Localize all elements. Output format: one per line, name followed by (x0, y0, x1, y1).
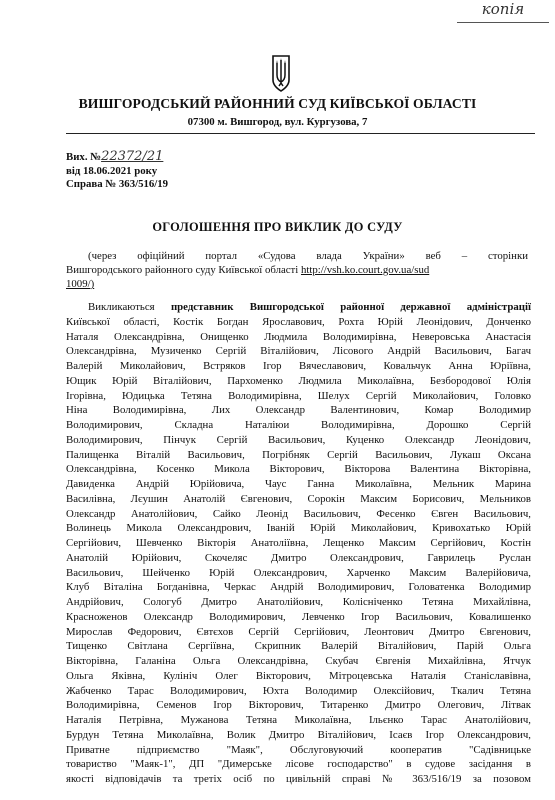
body-line: Жабченко Тарас Володимирович, Юхта Володимир Олексійович, Ткалич Тетяна (66, 684, 531, 697)
body-line: Анатолій Юрійович, Скочеляс Дмитро Олександрович, Гаврилець Руслан (66, 551, 531, 564)
body-line: Васильович, Шейченко Юрій Олександрович, Харченко Максим Валерійовича, (66, 566, 531, 579)
body-line: Володимирович, Пінчук Сергій Васильович, Куценко Олександр Леонідович, (66, 433, 531, 446)
trident-emblem-icon (269, 53, 293, 93)
body-line: Ющик Юрій Віталійович, Пархоменко Людмила Миколаївна, Безбородової Юлія (66, 374, 531, 387)
copy-stamp: копія (457, 0, 549, 23)
case-number-line: Справа № 363/516/19 (66, 178, 169, 191)
body-line: Ольга Яківна, Кулініч Олег Вікторович, Мітроцевська Наталія Станіславівна, (66, 669, 531, 682)
body-line: якості відповідачів та третіх осіб по цивільній справі № 363/516/19 за позовом (66, 773, 531, 785)
body-line: Олександрівна, Косенко Микола Вікторович, Вікторова Валентина Вікторівна, (66, 463, 531, 476)
court-website-link[interactable]: http://vsh.ko.court.gov.ua/sud (300, 264, 430, 276)
body-line (66, 300, 531, 315)
outgoing-number: 22372/21 (101, 149, 164, 164)
court-address: 07300 м. Вишгород, вул. Кургузова, 7 (187, 116, 368, 128)
body-line: Клуб Віталіна Богданівна, Черкас Андрій Володимирович, Головатенка Володимир (66, 581, 531, 594)
body-line: Олександр Анатолійович, Сайко Леонід Васильович, Фесенко Євген Васильович, (66, 507, 531, 520)
header-divider (66, 133, 535, 134)
outgoing-number-line (66, 150, 168, 165)
intro-text: Вишгородського районного суду Київської області (66, 264, 301, 276)
body-line: Володимирівна, Семенов Ігор Вікторович, Титаренко Дмитро Олегович, Літвак (66, 699, 531, 712)
body-line: Олександрівна, Музиченко Сергій Віталійович, Лісового Андрій Васильович, Багач (66, 345, 531, 358)
body-lead-text: Викликаються (88, 301, 171, 313)
body-line: Валерій Миколайович, Встряков Ігор Вячеславович, Ковальчук Анна Юріївна, (66, 360, 531, 372)
body-line: Ігорівна, Юдицька Тетяна Володимирівна, Шелух Сергій Миколайович, Головко (66, 389, 531, 402)
body-line: Палищенка Віталій Васильович, Погрібняк Сергій Васильович, Лукаш Оксана (66, 448, 531, 461)
summons-body (66, 300, 531, 787)
notice-heading: ОГОЛОШЕННЯ ПРО ВИКЛИК ДО СУДУ (152, 220, 403, 234)
body-line: Вікторівна, Галаніна Ольга Олександрівна, Скубач Євгенія Михайлівна, Ятчук (66, 655, 531, 667)
body-line: товариство "Маяк-1", ДП "Димерське лісове господарство" в судове засідання в (66, 758, 531, 771)
reference-block (66, 150, 168, 192)
body-line: Київської області, Костік Богдан Ярославович, Рохта Юрій Леонідович, Донченко (66, 315, 531, 328)
body-line: Давиденка Андрій Юрійовича, Чаус Ганна Миколаївна, Мельник Марина (66, 478, 531, 490)
body-line: Андрійович, Сологуб Дмитро Анатолійович, Колісніченко Тетяна Михайлівна, (66, 596, 531, 608)
body-line: Приватне підприємство "Маяк", Обслуговуючий кооператив "Садівницьке (66, 743, 531, 756)
body-line: Василівна, Лєушин Анатолій Євгенович, Сорокін Максим Борисович, Мельников (66, 492, 531, 505)
body-line: Сергійович, Шевченко Вікторія Анатоліївна, Лещенко Максим Сергійович, Костін (66, 537, 531, 549)
body-line: Волинець Микола Олександрович, Іваній Юрій Миколайович, Кривохатько Юрій (66, 522, 531, 535)
intro-line: (через офіційний портал «Судова влада України» веб – сторінки (88, 250, 528, 262)
body-lead-bold: представник Вишгородської районної державної адміністрації (170, 301, 531, 313)
body-line: Ніна Володимирівна, Лих Олександр Валентинович, Комар Володимир (66, 404, 531, 417)
body-line: Тищенко Світлана Сергіївна, Скрипник Валерій Віталійович, Парій Ольга (66, 640, 531, 653)
body-line: Володимирович, Складна Наталіюи Володимирівна, Дорошко Сергій (66, 419, 531, 431)
body-line: Мирослав Федорович, Євтєхов Сергій Сергійович, Леонтович Дмитро Євгенович, (66, 625, 531, 638)
body-line: Наталя Олександрівна, Онищенко Людмила Володимирівна, Неверовська Анастасія (66, 330, 531, 343)
date-line: від 18.06.2021 року (66, 164, 158, 177)
court-website-link-cont[interactable]: 1009/) (66, 278, 95, 290)
body-line: Красноженов Олександр Володимирович, Левченко Ігор Васильович, Ковалишенко (66, 610, 531, 623)
court-name: ВИШГОРОДСЬКИЙ РАЙОННИЙ СУД КИЇВСЬКОЇ ОБЛАСТІ (78, 96, 477, 111)
body-line: Наталія Петрівна, Мужанова Тетяна Миколаївна, Ільєнко Тарас Анатолійович, (66, 714, 531, 726)
outgoing-prefix: Вих. № (66, 151, 102, 163)
intro-line (66, 263, 528, 277)
intro-paragraph (66, 249, 528, 291)
body-line: Бурдун Тетяна Миколаївна, Волик Дмитро Віталійович, Ісаєв Ігор Олександрович, (66, 728, 531, 741)
